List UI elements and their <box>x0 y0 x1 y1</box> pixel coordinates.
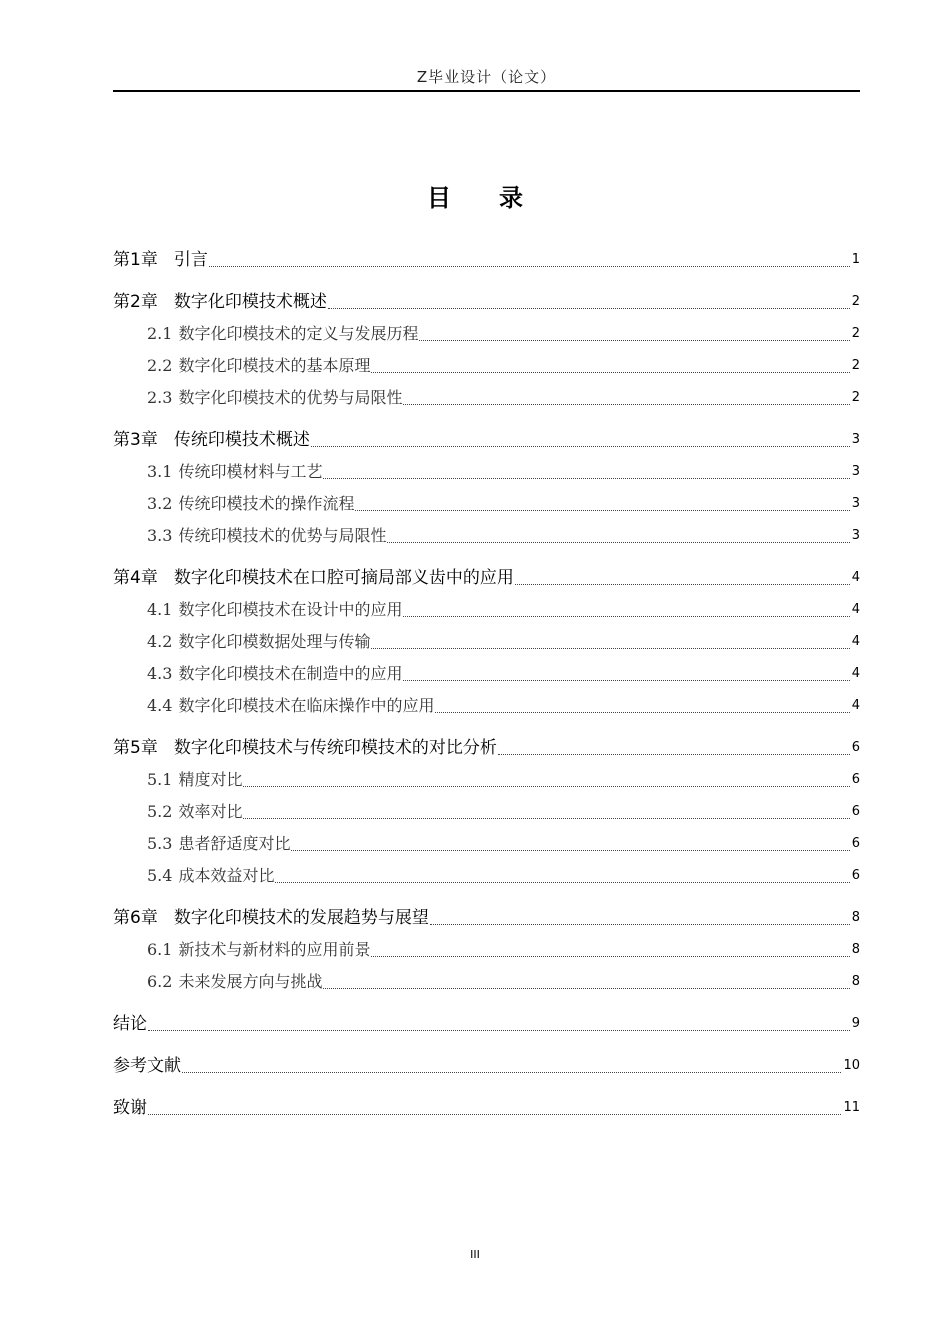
toc-entry-section[interactable] <box>113 934 860 966</box>
toc-entry-number: 2.3 <box>147 388 173 407</box>
toc-dot-leader <box>387 542 849 543</box>
toc-entry-page: 3 <box>851 432 860 447</box>
toc-entry-section[interactable] <box>113 382 860 414</box>
toc-entry-page: 4 <box>851 634 860 649</box>
toc-entry-label: 效率对比 <box>178 802 243 821</box>
toc-entry-label: 新技术与新材料的应用前景 <box>178 940 371 959</box>
toc-entry-section[interactable] <box>113 828 860 860</box>
toc-entry-number: 4.4 <box>147 696 173 715</box>
toc-entry-page: 8 <box>851 942 860 957</box>
toc-entry-label: 数字化印模技术概述 <box>173 292 327 312</box>
toc-entry-label: 引言 <box>173 250 208 270</box>
toc-entry-label: 精度对比 <box>178 770 243 789</box>
toc-entry-number: 第3章 <box>113 430 158 450</box>
toc-entry-page: 2 <box>851 326 860 341</box>
toc-entry-number: 第2章 <box>113 292 158 312</box>
toc-entry-chapter[interactable] <box>113 902 860 934</box>
toc-entry-chapter[interactable] <box>113 1008 860 1040</box>
toc-dot-leader <box>323 988 849 989</box>
toc-entry-label: 传统印模技术概述 <box>173 430 310 450</box>
toc-dot-leader <box>498 754 850 755</box>
toc-entry-label: 数字化印模技术在口腔可摘局部义齿中的应用 <box>173 568 514 588</box>
toc-dot-leader <box>403 616 849 617</box>
toc-dot-leader <box>371 648 849 649</box>
toc-entry-section[interactable] <box>113 658 860 690</box>
toc-entry-label: 传统印模技术的操作流程 <box>178 494 355 513</box>
toc-entry-number: 第5章 <box>113 738 158 758</box>
toc-entry-number: 5.3 <box>147 834 173 853</box>
toc-entry-chapter[interactable] <box>113 732 860 764</box>
toc-dot-leader <box>515 584 850 585</box>
toc-entry-page: 6 <box>851 868 860 883</box>
toc-dot-leader <box>403 680 849 681</box>
toc-entry-section[interactable] <box>113 488 860 520</box>
toc-entry-section[interactable] <box>113 796 860 828</box>
toc-entry-number: 第4章 <box>113 568 158 588</box>
toc-dot-leader <box>371 956 849 957</box>
toc-entry-label: 参考文献 <box>113 1056 181 1076</box>
toc-entry-chapter[interactable] <box>113 562 860 594</box>
toc-dot-leader <box>243 786 849 787</box>
toc-entry-page: 4 <box>851 666 860 681</box>
toc-title <box>0 178 950 213</box>
toc-title-char-1: 目 <box>427 184 451 212</box>
toc-entry-label: 结论 <box>113 1014 147 1034</box>
toc-entry-chapter[interactable] <box>113 286 860 318</box>
toc-dot-leader <box>435 712 849 713</box>
toc-entry-section[interactable] <box>113 456 860 488</box>
toc-entry-label: 数字化印模技术与传统印模技术的对比分析 <box>173 738 497 758</box>
toc-entry-number: 2.1 <box>147 324 173 343</box>
toc-entry-number: 4.3 <box>147 664 173 683</box>
toc-entry-page: 8 <box>851 910 860 925</box>
toc-dot-leader <box>275 882 849 883</box>
toc-entry-number: 4.2 <box>147 632 173 651</box>
page-number: III <box>470 1248 480 1261</box>
toc-dot-leader <box>355 510 849 511</box>
toc-entry-section[interactable] <box>113 594 860 626</box>
toc-dot-leader <box>311 446 850 447</box>
toc-entry-label: 成本效益对比 <box>178 866 275 885</box>
toc-dot-leader <box>323 478 849 479</box>
table-of-contents <box>113 244 860 1124</box>
toc-dot-leader <box>148 1030 850 1031</box>
toc-entry-number: 5.2 <box>147 802 173 821</box>
toc-entry-label: 传统印模材料与工艺 <box>178 462 323 481</box>
toc-entry-page: 4 <box>851 570 860 585</box>
toc-entry-page: 6 <box>851 772 860 787</box>
toc-entry-section[interactable] <box>113 626 860 658</box>
toc-entry-label: 数字化印模技术在制造中的应用 <box>178 664 403 683</box>
toc-entry-chapter[interactable] <box>113 244 860 276</box>
toc-entry-section[interactable] <box>113 860 860 892</box>
toc-entry-page: 4 <box>851 698 860 713</box>
toc-entry-section[interactable] <box>113 520 860 552</box>
toc-entry-label: 数字化印模技术的基本原理 <box>178 356 371 375</box>
toc-dot-leader <box>148 1114 841 1115</box>
toc-entry-label: 患者舒适度对比 <box>178 834 291 853</box>
toc-entry-section[interactable] <box>113 350 860 382</box>
toc-entry-number: 4.1 <box>147 600 173 619</box>
toc-dot-leader <box>243 818 849 819</box>
toc-entry-section[interactable] <box>113 690 860 722</box>
toc-entry-number: 第6章 <box>113 908 158 928</box>
toc-entry-label: 数字化印模技术的定义与发展历程 <box>178 324 419 343</box>
toc-entry-page: 3 <box>851 464 860 479</box>
toc-entry-page: 9 <box>851 1016 860 1031</box>
toc-entry-label: 数字化印模数据处理与传输 <box>178 632 371 651</box>
toc-entry-number: 3.1 <box>147 462 173 481</box>
toc-dot-leader <box>371 372 849 373</box>
toc-entry-number: 3.2 <box>147 494 173 513</box>
toc-entry-page: 3 <box>851 528 860 543</box>
toc-entry-chapter[interactable] <box>113 1050 860 1082</box>
toc-entry-page: 8 <box>851 974 860 989</box>
toc-entry-page: 11 <box>843 1100 860 1115</box>
toc-entry-number: 第1章 <box>113 250 158 270</box>
toc-entry-number: 2.2 <box>147 356 173 375</box>
toc-entry-page: 10 <box>843 1058 860 1073</box>
header-divider <box>113 90 860 92</box>
toc-entry-label: 传统印模技术的优势与局限性 <box>178 526 387 545</box>
toc-title-char-2: 录 <box>499 184 523 212</box>
toc-dot-leader <box>403 404 849 405</box>
toc-entry-page: 2 <box>851 358 860 373</box>
toc-entry-number: 3.3 <box>147 526 173 545</box>
toc-dot-leader <box>209 266 850 267</box>
toc-entry-number: 6.1 <box>147 940 173 959</box>
toc-entry-label: 数字化印模技术的发展趋势与展望 <box>173 908 429 928</box>
toc-entry-page: 6 <box>851 740 860 755</box>
toc-entry-page: 2 <box>851 294 860 309</box>
toc-entry-label: 未来发展方向与挑战 <box>178 972 323 991</box>
toc-entry-label: 数字化印模技术在设计中的应用 <box>178 600 403 619</box>
toc-entry-chapter[interactable] <box>113 1092 860 1124</box>
toc-entry-page: 6 <box>851 836 860 851</box>
toc-dot-leader <box>430 924 850 925</box>
toc-dot-leader <box>328 308 850 309</box>
toc-dot-leader <box>182 1072 841 1073</box>
toc-entry-page: 1 <box>851 252 860 267</box>
toc-entry-section[interactable] <box>113 764 860 796</box>
page-header: Z毕业设计（论文） <box>416 68 557 86</box>
toc-entry-label: 数字化印模技术的优势与局限性 <box>178 388 403 407</box>
toc-entry-label: 数字化印模技术在临床操作中的应用 <box>178 696 435 715</box>
toc-entry-page: 3 <box>851 496 860 511</box>
toc-entry-section[interactable] <box>113 318 860 350</box>
toc-dot-leader <box>419 340 849 341</box>
toc-entry-number: 5.4 <box>147 866 173 885</box>
toc-entry-section[interactable] <box>113 966 860 998</box>
toc-dot-leader <box>291 850 849 851</box>
toc-entry-chapter[interactable] <box>113 424 860 456</box>
toc-entry-page: 2 <box>851 390 860 405</box>
toc-entry-number: 5.1 <box>147 770 173 789</box>
toc-entry-number: 6.2 <box>147 972 173 991</box>
toc-entry-page: 6 <box>851 804 860 819</box>
toc-entry-page: 4 <box>851 602 860 617</box>
toc-entry-label: 致谢 <box>113 1098 147 1118</box>
